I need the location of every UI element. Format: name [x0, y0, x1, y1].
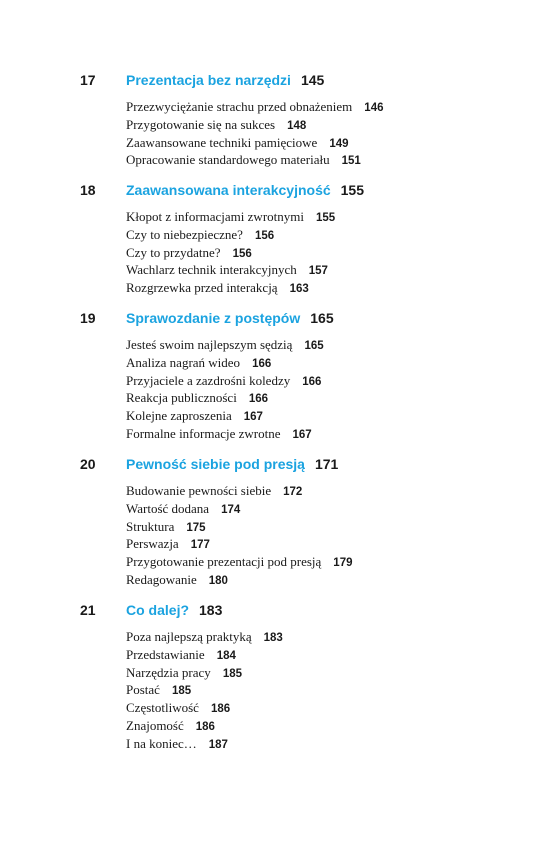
entry-title: Perswazja	[126, 536, 179, 552]
entry-page-number: 187	[208, 738, 228, 751]
toc-entry	[126, 681, 283, 699]
entry-page-number: 156	[254, 229, 275, 242]
chapter-page-number: 155	[340, 182, 364, 198]
entry-title: Poza najlepszą praktyką	[126, 629, 252, 644]
entry-page-number: 149	[329, 137, 349, 150]
toc-entry	[126, 425, 324, 443]
entry-title: Czy to przydatne?	[126, 244, 221, 260]
toc-entry	[126, 553, 352, 571]
entry-page-number: 166	[248, 393, 269, 406]
toc-entry	[126, 151, 383, 169]
toc-entry	[126, 699, 283, 717]
toc-entry	[126, 354, 324, 372]
toc-entry	[126, 98, 383, 116]
entry-title: Budowanie pewności siebie	[126, 483, 272, 498]
chapter-title: Prezentacja bez narzędzi	[126, 72, 291, 88]
toc-entry	[126, 717, 283, 735]
entry-page-number: 157	[308, 265, 328, 278]
toc-entry	[126, 571, 352, 589]
chapter-heading	[126, 72, 324, 90]
toc-entry	[126, 336, 324, 354]
entry-title: Reakcja publiczności	[126, 390, 237, 406]
toc-entry	[126, 279, 335, 297]
entry-title: Zaawansowane techniki pamięciowe	[126, 134, 318, 150]
toc-entry	[126, 134, 383, 152]
toc-entry	[126, 226, 335, 244]
chapter-number: 21	[80, 602, 96, 618]
entry-page-number: 146	[364, 102, 384, 114]
toc-entry	[126, 208, 335, 226]
entry-title: Jesteś swoim najlepszym sędzią	[126, 337, 293, 352]
entry-page-number: 166	[302, 375, 322, 388]
entry-title: Częstotliwość	[126, 700, 199, 716]
entry-page-number: 186	[195, 720, 215, 733]
entry-page-number: 156	[232, 247, 252, 260]
entry-page-number: 155	[315, 212, 336, 224]
chapter-title: Sprawozdanie z postępów	[126, 310, 301, 326]
chapter-heading	[126, 182, 364, 200]
chapter-number: 17	[80, 72, 96, 88]
chapter-number: 20	[80, 456, 96, 472]
entry-title: Znajomość	[126, 717, 184, 733]
chapter-number: 19	[80, 310, 96, 326]
entry-title: Narzędzia pracy	[126, 664, 211, 680]
chapter-page-number: 183	[199, 602, 223, 618]
entry-page-number: 179	[333, 557, 353, 570]
toc-entry	[126, 389, 324, 407]
entry-page-number: 151	[341, 155, 361, 168]
entry-page-number: 185	[171, 685, 192, 698]
entry-page-number: 185	[222, 667, 242, 680]
entry-title: Opracowanie standardowego materiału	[126, 152, 330, 168]
entry-title: I na koniec…	[126, 735, 197, 751]
entry-title: Przedstawianie	[126, 646, 205, 662]
chapter-number: 18	[80, 182, 96, 198]
entry-title: Redagowanie	[126, 571, 197, 587]
entry-title: Rozgrzewka przed interakcją	[126, 280, 278, 296]
entry-page-number: 177	[190, 539, 210, 552]
section-list	[126, 336, 324, 443]
entry-page-number: 163	[289, 283, 309, 296]
section-list	[126, 98, 383, 169]
toc-entry	[126, 261, 335, 279]
entry-page-number: 165	[304, 340, 324, 352]
toc-entry	[126, 244, 335, 262]
chapter-page-number: 165	[310, 310, 334, 326]
entry-page-number: 148	[287, 119, 307, 132]
toc-entry	[126, 664, 283, 682]
entry-title: Struktura	[126, 518, 175, 534]
entry-title: Kolejne zaproszenia	[126, 408, 232, 424]
entry-page-number: 186	[210, 703, 231, 716]
entry-page-number: 167	[292, 428, 312, 441]
chapter-heading	[126, 456, 338, 474]
toc-entry	[126, 628, 283, 646]
entry-title: Przezwyciężanie strachu przed obnażeniem	[126, 99, 353, 114]
entry-page-number: 166	[252, 357, 272, 370]
entry-title: Analiza nagrań wideo	[126, 354, 241, 370]
entry-page-number: 167	[243, 411, 263, 424]
entry-page-number: 183	[263, 632, 283, 644]
entry-title: Przygotowanie prezentacji pod presją	[126, 554, 322, 570]
entry-title: Wachlarz technik interakcyjnych	[126, 262, 297, 278]
section-list	[126, 628, 283, 753]
chapter-title: Pewność siebie pod presją	[126, 456, 305, 472]
chapter-title: Zaawansowana interakcyjność	[126, 182, 331, 198]
toc-entry	[126, 518, 352, 536]
section-list	[126, 208, 335, 297]
entry-title: Postać	[126, 682, 160, 698]
entry-title: Przygotowanie się na sukces	[126, 116, 276, 132]
chapter-heading	[126, 602, 222, 620]
toc-entry	[126, 535, 352, 553]
entry-page-number: 184	[216, 649, 236, 662]
entry-title: Kłopot z informacjami zwrotnymi	[126, 209, 304, 224]
toc-entry	[126, 646, 283, 664]
entry-title: Przyjaciele a zazdrośni koledzy	[126, 372, 291, 388]
entry-page-number: 174	[221, 503, 241, 516]
section-list	[126, 482, 352, 589]
toc-entry	[126, 116, 383, 134]
toc-entry	[126, 500, 352, 518]
entry-title: Wartość dodana	[126, 500, 210, 516]
toc-entry	[126, 407, 324, 425]
entry-page-number: 175	[186, 521, 206, 534]
entry-title: Formalne informacje zwrotne	[126, 425, 281, 441]
toc-entry	[126, 482, 352, 500]
chapter-heading	[126, 310, 334, 328]
toc-entry	[126, 372, 324, 390]
entry-page-number: 172	[283, 486, 303, 498]
entry-title: Czy to niebezpieczne?	[126, 226, 243, 242]
chapter-title: Co dalej?	[126, 602, 190, 618]
chapter-page-number: 171	[314, 456, 339, 472]
toc-entry	[126, 735, 283, 753]
chapter-page-number: 145	[300, 72, 325, 88]
entry-page-number: 180	[208, 574, 228, 587]
